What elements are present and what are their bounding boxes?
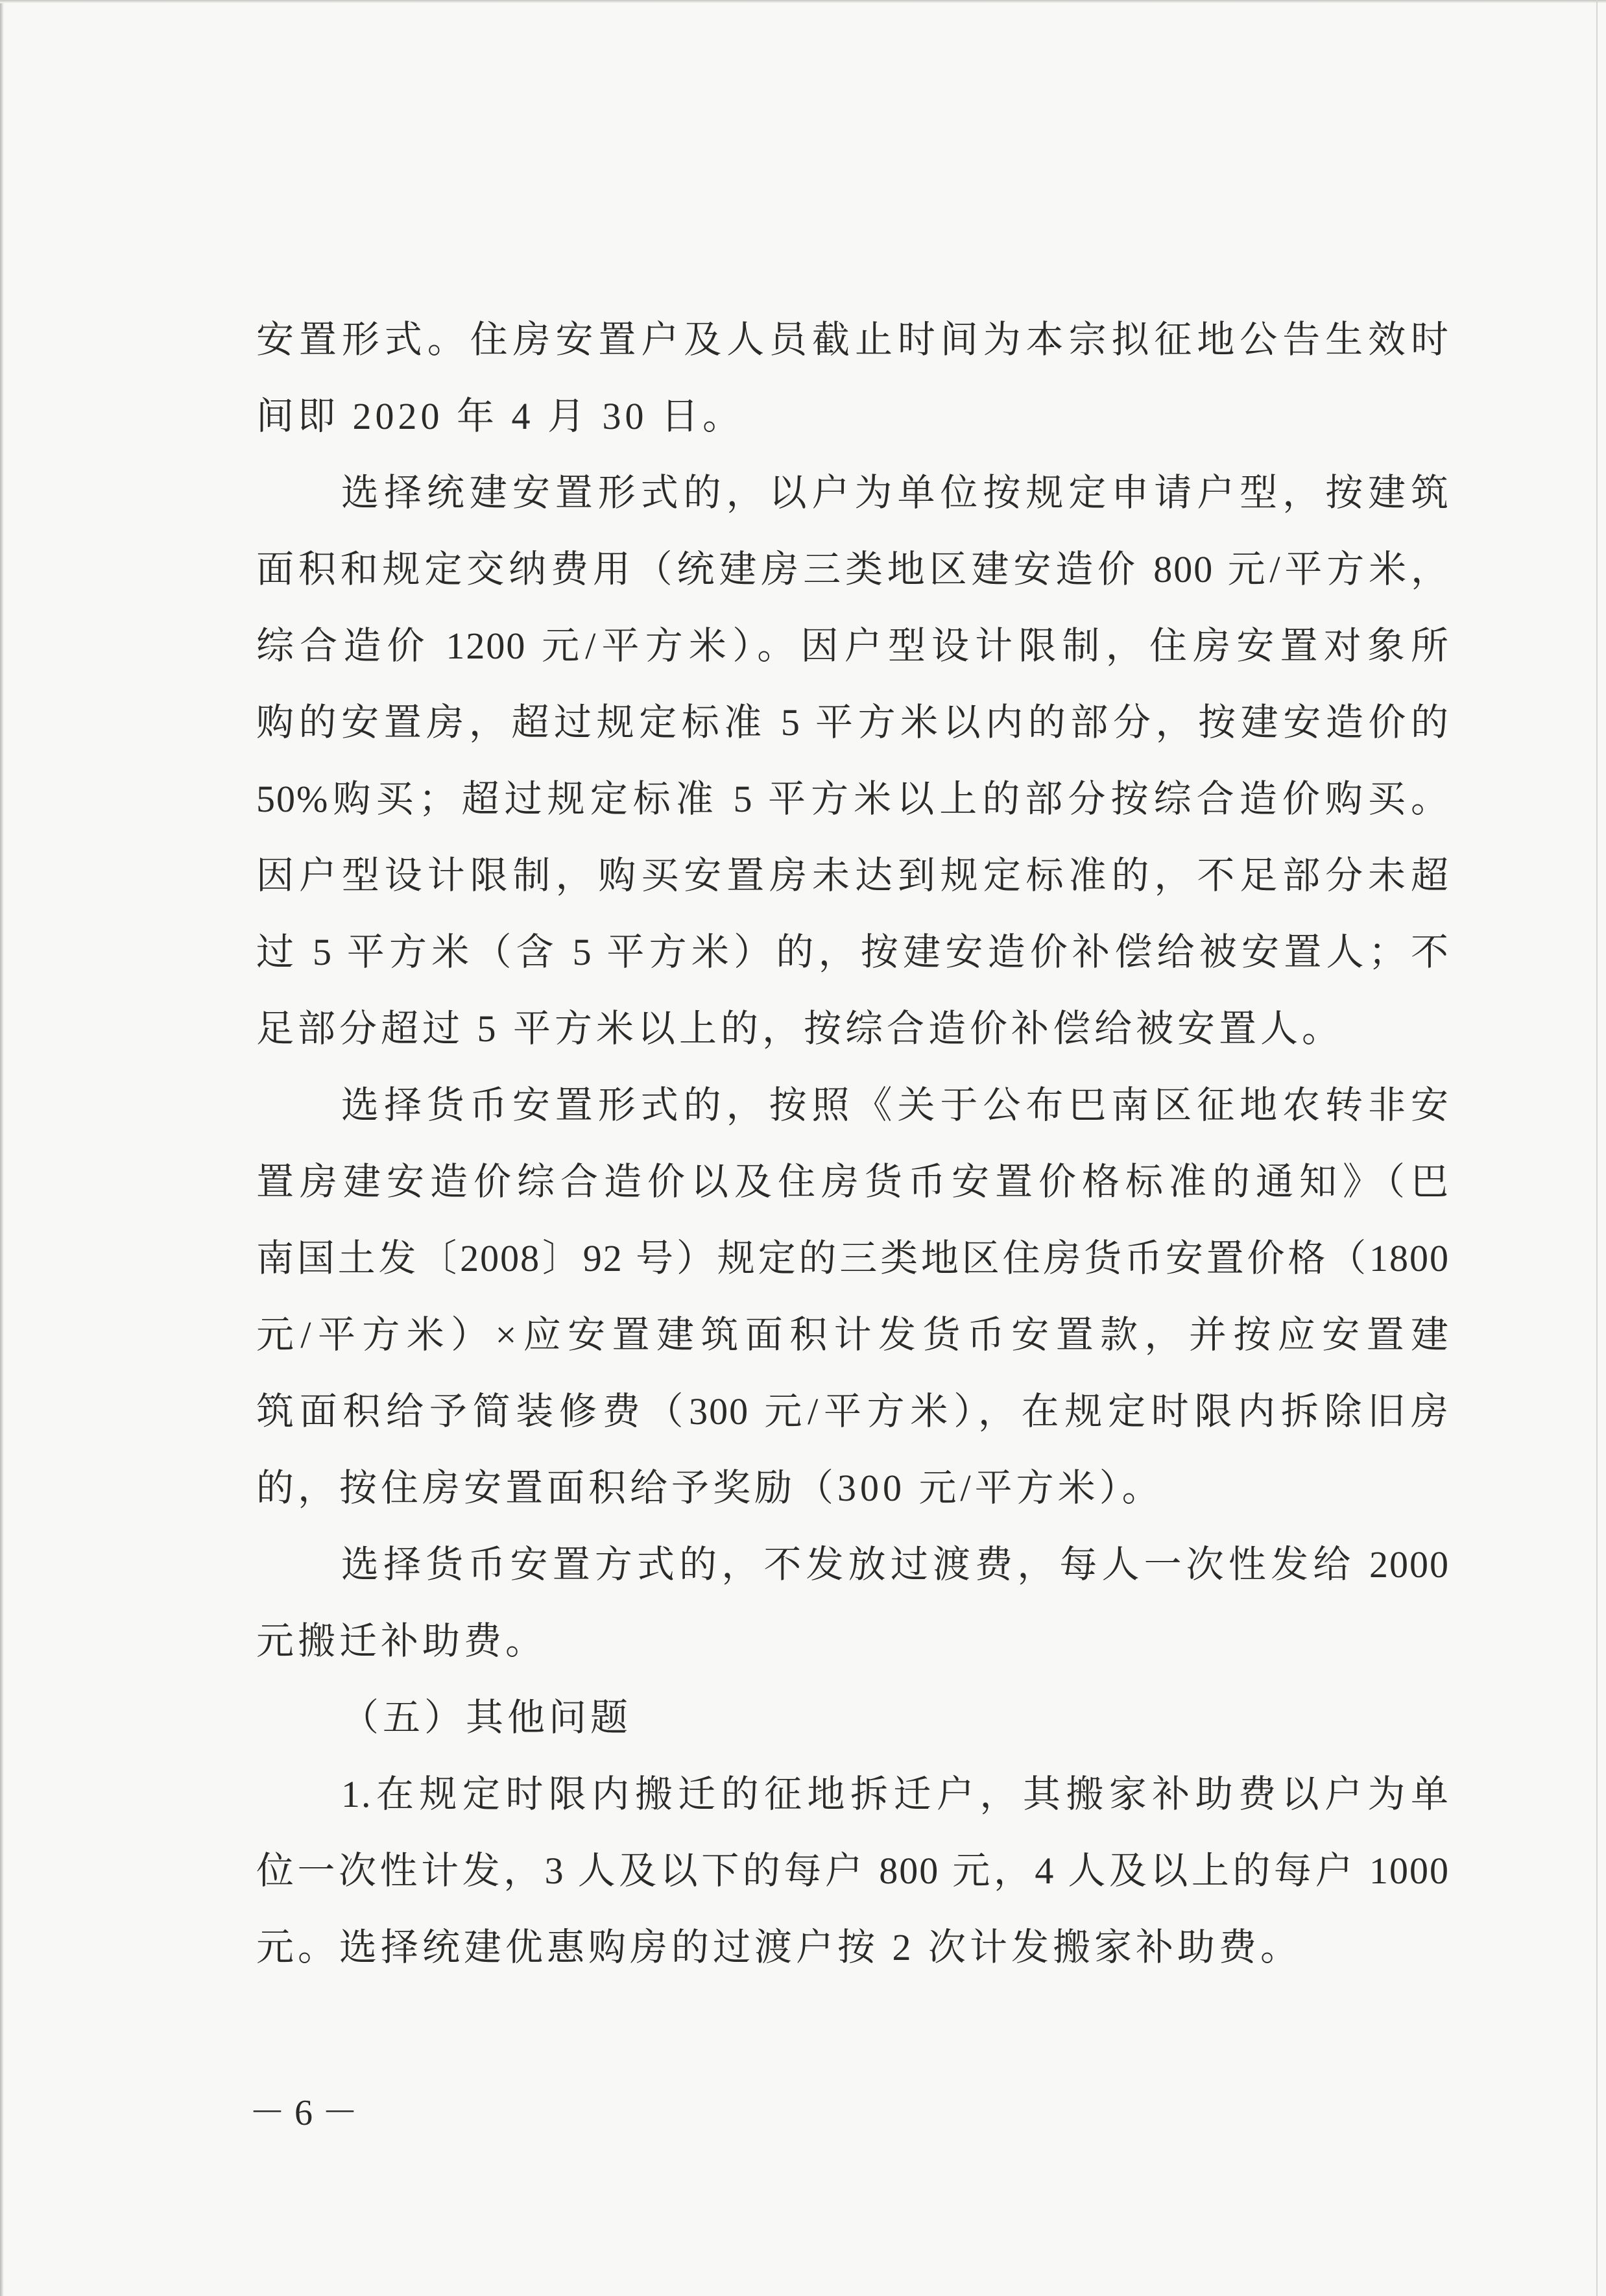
text-line: 50%购买；超过规定标准 5 平方米以上的部分按综合造价购买。: [256, 778, 1450, 820]
paragraph-unified-housing: [256, 455, 1450, 1067]
paragraph-other-item-1: [256, 1756, 1450, 1986]
text-line: 安置形式。住房安置户及人员截止时间为本宗拟征地公告生效时: [256, 319, 1450, 361]
text-line: 选择货币安置方式的，不发放过渡费，每人一次性发给 2000: [341, 1543, 1450, 1586]
scan-edge-left: [0, 0, 4, 2296]
scan-edge-top: [0, 0, 1606, 3]
text-line: 元搬迁补助费。: [256, 1620, 547, 1662]
text-line: 的，按住房安置面积给予奖励（300 元/平方米）。: [256, 1467, 1164, 1509]
text-line: 元。选择统建优惠购房的过渡户按 2 次计发搬家补助费。: [256, 1926, 1302, 1968]
paragraph-relocation-subsidy: [256, 1527, 1450, 1680]
text-line: 购的安置房，超过规定标准 5 平方米以内的部分，按建安造价的: [256, 701, 1450, 743]
text-line: 元/平方米）×应安置建筑面积计发货币安置款，并按应安置建: [256, 1314, 1450, 1356]
text-line: 面积和规定交纳费用（统建房三类地区建安造价 800 元/平方米，: [256, 548, 1450, 590]
text-line: 1.在规定时限内搬迁的征地拆迁户，其搬家补助费以户为单: [341, 1773, 1450, 1815]
section-heading: [256, 1680, 1450, 1756]
paragraph-monetary-resettlement: [256, 1067, 1450, 1527]
text-line: 过 5 平方米（含 5 平方米）的，按建安造价补偿给被安置人；不: [256, 931, 1450, 973]
page-number: － 6 －: [249, 2093, 358, 2133]
text-line: 间即 2020 年 4 月 30 日。: [256, 395, 745, 437]
text-line: 选择货币安置形式的，按照《关于公布巴南区征地农转非安: [341, 1084, 1450, 1126]
text-line: 综合造价 1200 元/平方米）。因户型设计限制，住房安置对象所: [256, 625, 1450, 667]
text-line: 筑面积给予简装修费（300 元/平方米），在规定时限内拆除旧房: [256, 1390, 1450, 1432]
text-line: 因户型设计限制，购买安置房未达到规定标准的，不足部分未超: [256, 854, 1450, 897]
text-line: 位一次性计发，3 人及以下的每户 800 元，4 人及以上的每户 1000: [256, 1850, 1450, 1892]
section-heading-text: （五）其他问题: [341, 1697, 632, 1739]
scan-edge-right: [1596, 0, 1598, 2296]
paragraph-continuation: [256, 302, 1450, 455]
document-body: [256, 302, 1450, 1986]
text-line: 足部分超过 5 平方米以上的，按综合造价补偿给被安置人。: [256, 1008, 1344, 1050]
text-line: 置房建安造价综合造价以及住房货币安置价格标准的通知》（巴: [256, 1161, 1450, 1203]
text-line: 南国土发〔2008〕92 号）规定的三类地区住房货币安置价格（1800: [256, 1237, 1450, 1279]
text-line: 选择统建安置形式的，以户为单位按规定申请户型，按建筑: [341, 472, 1450, 514]
